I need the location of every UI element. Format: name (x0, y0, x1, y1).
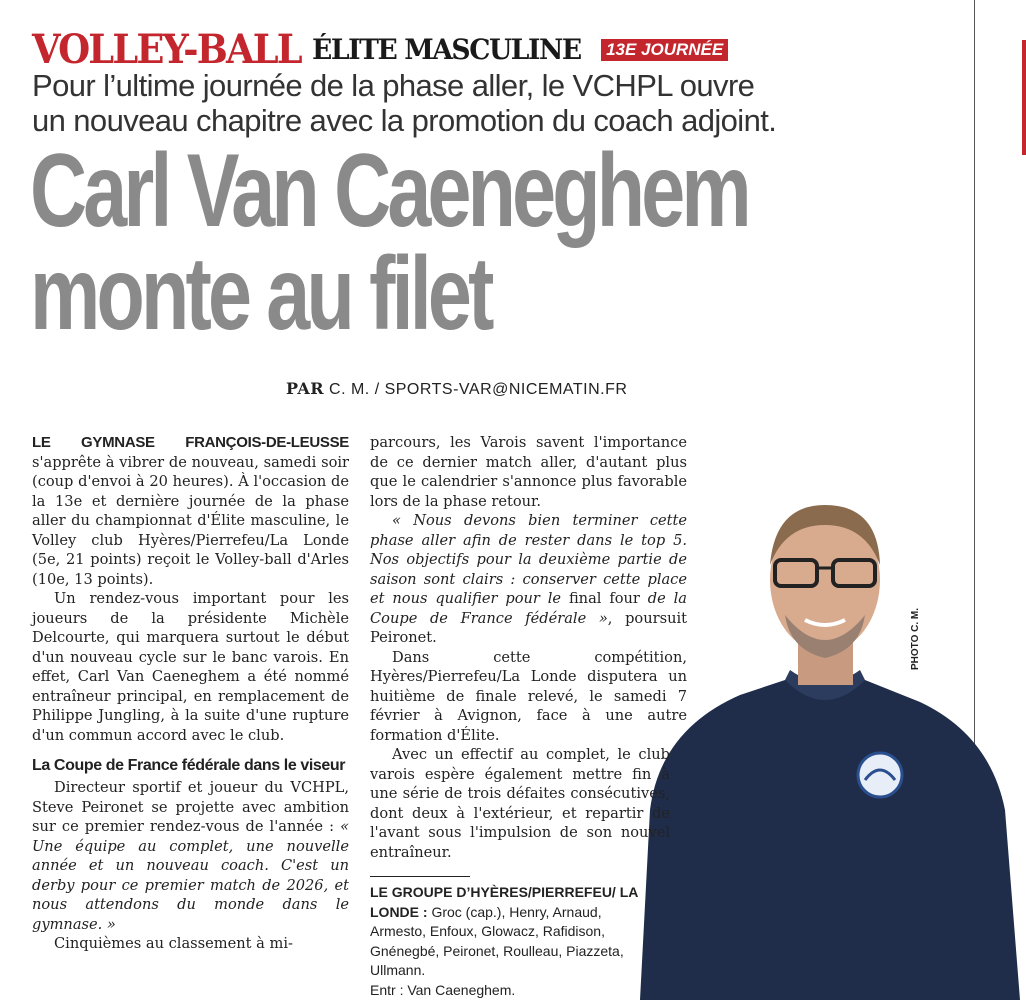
paragraph: Dans cette compétition, Hyères/Pierrefeu/La Londe disputera un huitième de finale relevé, le samedi 7 février à Avignon, face à une autre formation d'Élite. (370, 648, 687, 744)
kicker-badge: 13E JOURNÉE (601, 39, 728, 61)
paragraph: s'apprête à vibrer de nouveau, samedi soir (coup d'envoi à 20 heures). À l'occasion de la 13e et dernière journée de la phase aller du championnat d'Élite masculine, le Volley club Hyères/Pierrefeu/La Londe (5e, 21 points) reçoit le Volley-ball d'Arles (10e, 13 points). (32, 453, 349, 588)
team-box-players: Groc (cap.), Henry, Arnaud, Armesto, Enfoux, Glowacz, Rafidison, Gnénegbé, Peironet, Roulleau, Piazzeta, Ullmann. (370, 903, 624, 978)
subtitle-line: un nouveau chapitre avec la promotion du coach adjoint. (32, 103, 777, 138)
column-2 (370, 433, 687, 1000)
team-box (370, 883, 640, 1000)
quote: de la Coupe de France fédérale » (370, 590, 688, 627)
kicker-category: ÉLITE MASCULINE (312, 33, 581, 66)
team-box-coach: Entr : Van Caeneghem. (370, 981, 516, 998)
kicker (32, 26, 728, 73)
headline-line: monte au filet (30, 236, 491, 352)
paragraph: Un rendez-vous important pour les joueurs de la présidente Michèle Delcourte, qui marquera surtout le début d'un nouveau cycle sur le banc varois. En effet, Carl Van Caeneghem a été nommé entraîneur principal, en remplacement de Philippe Jungling, à la suite d'une rupture d'un commun accord avec le club. (32, 590, 349, 744)
kicker-sport: VOLLEY-BALL (32, 26, 301, 73)
paragraph: Cinquièmes au classement à mi- (54, 935, 293, 952)
lead-in: LE GYMNASE FRANÇOIS-DE-LEUSSE (32, 434, 349, 451)
team-box-label: LE GROUPE D’HYÈRES/PIERREFEU/ LA LONDE : (370, 884, 638, 920)
byline-prefix: PAR (286, 379, 325, 398)
column-1 (32, 433, 349, 954)
paragraph: parcours, les Varois savent l'importance de ce dernier match aller, d'autant plus que le calendrier s'annonce plus favorable lors de la phase retour. (370, 434, 687, 510)
headline (30, 133, 748, 352)
paragraph: Avec un effectif au complet, le club varois espère également mettre fin à une série de trois défaites consécutives, dont deux à l'extérieur, et repartir de l'avant sous l'impulsion de son nouvel entraîneur. (370, 746, 670, 861)
subtitle-line: Pour l’ultime journée de la phase aller, le VCHPL ouvre (32, 68, 755, 103)
byline-author: C. M. / SPORTS-VAR@NICEMATIN.FR (329, 381, 628, 398)
subtitle (32, 68, 776, 138)
box-divider (370, 876, 470, 877)
attribution: , poursuit Peironet. (370, 609, 687, 646)
quote: « Nous devons bien terminer cette phase aller afin de rester dans le top 5. Nos objectifs pour la deuxième partie de saison sont clairs : conserver cette place et nous qualifier pour le (370, 512, 687, 607)
byline (286, 379, 627, 399)
paragraph: Directeur sportif et joueur du VCHPL, Steve Peironet se projette avec ambition sur ce premier rendez-vous de l'année : (32, 779, 349, 835)
headline-line: Carl Van Caeneghem (30, 133, 748, 249)
quote-term: final four (568, 590, 640, 607)
intertitle: La Coupe de France fédérale dans le viseur (32, 757, 346, 774)
photo-credit: PHOTO C. M. (910, 607, 921, 670)
quote: « Une équipe au complet, une nouvelle année et un nouveau coach. C'est un derby pour ce premier match de 2026, et nous attendons du monde dans le gymnase. » (32, 818, 349, 933)
next-page-accent (1022, 40, 1026, 155)
